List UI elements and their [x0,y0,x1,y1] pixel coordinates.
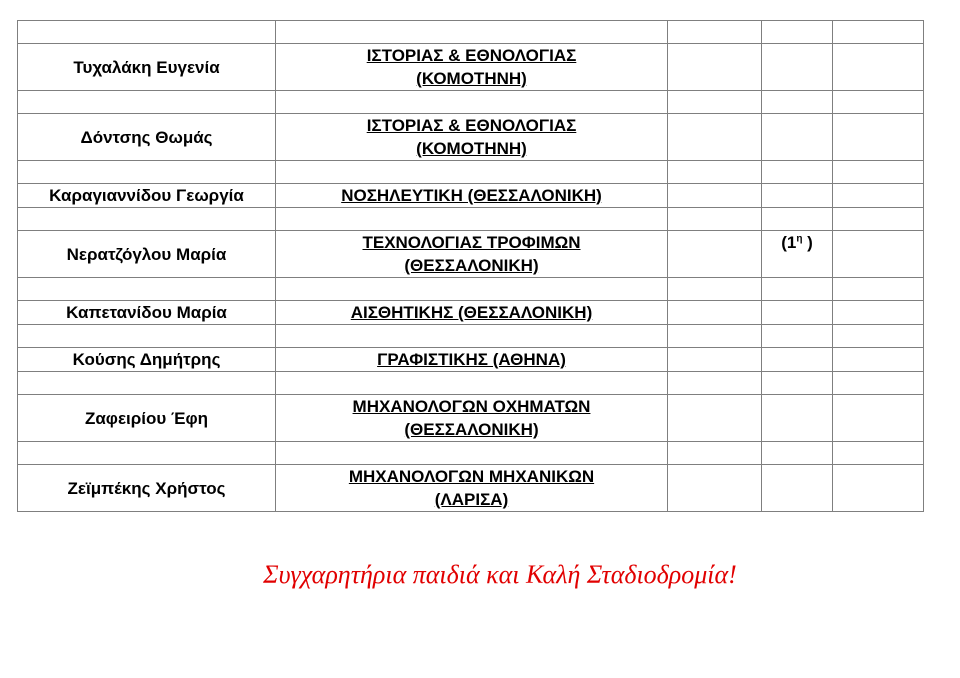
department-cell [276,114,668,161]
spacer-row [18,91,924,114]
rank-cell [762,184,833,208]
department-name: ΓΡΑΦΙΣΤΙΚΗΣ (ΑΘΗΝΑ) [377,350,566,369]
rank-cell [762,465,833,512]
table-row [18,348,924,372]
congratulations-message: Συγχαρητήρια παιδιά και Καλή Σταδιοδρομία! [263,560,737,589]
department-name: ΝΟΣΗΛΕΥΤΙΚΗ (ΘΕΣΣΑΛΟΝΙΚΗ) [341,186,602,205]
table-row [18,465,924,512]
empty-cell [668,465,762,512]
empty-cell [668,44,762,91]
empty-cell [833,395,924,442]
student-name: Καπετανίδου Μαρία [18,301,276,325]
table-row [18,114,924,161]
department-name: ΑΙΣΘΗΤΙΚΗΣ (ΘΕΣΣΑΛΟΝΙΚΗ) [350,303,593,322]
rank-superscript: η [796,233,803,245]
department-cell [276,301,668,325]
department-cell [276,184,668,208]
student-name: Ζαφειρίου Έφη [18,395,276,442]
rank-close: ) [802,233,813,252]
empty-cell [833,301,924,325]
empty-cell [668,395,762,442]
student-name: Καραγιαννίδου Γεωργία [18,184,276,208]
spacer-row [18,442,924,465]
empty-cell [668,184,762,208]
department-name: ΜΗΧΑΝΟΛΟΓΩΝ ΜΗΧΑΝΙΚΩΝ (ΛΑΡΙΣΑ) [348,467,595,509]
empty-cell [668,348,762,372]
table-row [18,395,924,442]
empty-cell [668,114,762,161]
department-name: ΙΣΤΟΡΙΑΣ & ΕΘΝΟΛΟΓΙΑΣ (ΚΟΜΟΤΗΝΗ) [366,46,577,88]
student-name: Δόντσης Θωμάς [18,114,276,161]
department-cell [276,395,668,442]
table-row [18,184,924,208]
rank-cell [762,395,833,442]
department-name: ΤΕΧΝΟΛΟΓΙΑΣ ΤΡΟΦΙΜΩΝ (ΘΕΣΣΑΛΟΝΙΚΗ) [362,233,581,275]
rank-cell [762,231,833,278]
table-row [18,301,924,325]
department-name: ΙΣΤΟΡΙΑΣ & ΕΘΝΟΛΟΓΙΑΣ (ΚΟΜΟΤΗΝΗ) [366,116,577,158]
spacer-row [18,21,924,44]
student-name: Νερατζόγλου Μαρία [18,231,276,278]
rank-cell [762,114,833,161]
rank-cell [762,348,833,372]
empty-cell [833,184,924,208]
empty-cell [833,114,924,161]
department-cell [276,231,668,278]
spacer-row [18,325,924,348]
rank-cell [762,301,833,325]
student-name: Ζεϊμπέκης Χρήστος [18,465,276,512]
spacer-row [18,161,924,184]
rank-label: (1 [781,233,797,252]
table-row [18,231,924,278]
department-cell [276,348,668,372]
empty-cell [833,231,924,278]
spacer-row [18,208,924,231]
empty-cell [668,231,762,278]
department-cell [276,44,668,91]
student-name: Τυχαλάκη Ευγενία [18,44,276,91]
table-row [18,44,924,91]
results-table-body [18,21,924,512]
spacer-row [18,372,924,395]
empty-cell [833,44,924,91]
results-table [17,20,924,512]
empty-cell [833,465,924,512]
empty-cell [833,348,924,372]
department-name: ΜΗΧΑΝΟΛΟΓΩΝ ΟΧΗΜΑΤΩΝ (ΘΕΣΣΑΛΟΝΙΚΗ) [352,397,591,439]
student-name: Κούσης Δημήτρης [18,348,276,372]
empty-cell [668,301,762,325]
spacer-row [18,278,924,301]
department-cell [276,465,668,512]
rank-cell [762,44,833,91]
